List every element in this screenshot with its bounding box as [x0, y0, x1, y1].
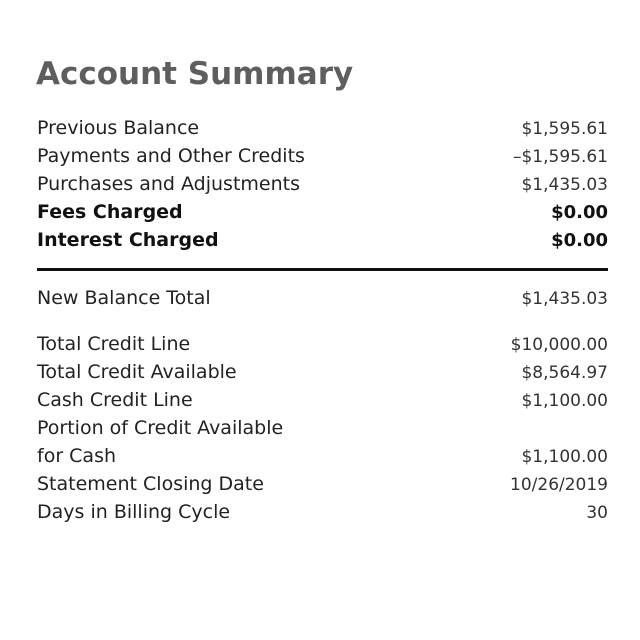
row-value: $1,435.03	[521, 289, 608, 309]
credit-row-days-in-billing-cycle	[37, 498, 608, 526]
row-label: Portion of Credit Available	[37, 417, 284, 439]
summary-list	[37, 114, 608, 254]
row-value: $1,100.00	[521, 447, 608, 467]
summary-row-interest-charged	[37, 226, 608, 254]
row-value: $8,564.97	[521, 363, 608, 383]
row-label: Interest Charged	[37, 229, 219, 251]
summary-row-payments-credits	[37, 142, 608, 170]
summary-row-purchases-adjustments	[37, 170, 608, 198]
summary-row-previous-balance	[37, 114, 608, 142]
row-label: New Balance Total	[37, 287, 211, 309]
row-value: $10,000.00	[510, 335, 608, 355]
row-label: Fees Charged	[37, 201, 183, 223]
row-value: –$1,595.61	[512, 147, 608, 167]
credit-row-statement-closing-date	[37, 470, 608, 498]
credit-row-total-credit-available	[37, 358, 608, 386]
row-label: Days in Billing Cycle	[37, 501, 231, 523]
row-label: Previous Balance	[37, 117, 200, 139]
new-balance-section	[37, 284, 608, 312]
row-value: $0.00	[551, 202, 608, 223]
row-value: $0.00	[551, 230, 608, 251]
row-label: for Cash	[37, 445, 117, 467]
row-value: $1,595.61	[521, 119, 608, 139]
row-label: Cash Credit Line	[37, 389, 193, 411]
row-label: Purchases and Adjustments	[37, 173, 300, 195]
page-title: Account Summary	[36, 56, 354, 92]
row-label: Total Credit Available	[37, 361, 237, 383]
credit-row-portion-available-line2	[37, 442, 608, 470]
row-value: $1,100.00	[521, 391, 608, 411]
row-value: 10/26/2019	[510, 475, 608, 495]
summary-divider	[37, 268, 608, 271]
new-balance-row	[37, 284, 608, 312]
summary-row-fees-charged	[37, 198, 608, 226]
row-value: $1,435.03	[521, 175, 608, 195]
credit-row-cash-credit-line	[37, 386, 608, 414]
credit-list	[37, 330, 608, 526]
credit-row-total-credit-line	[37, 330, 608, 358]
row-label: Total Credit Line	[37, 333, 191, 355]
credit-row-portion-available-line1	[37, 414, 608, 442]
row-value: 30	[586, 503, 608, 523]
row-label: Statement Closing Date	[37, 473, 264, 495]
row-label: Payments and Other Credits	[37, 145, 305, 167]
